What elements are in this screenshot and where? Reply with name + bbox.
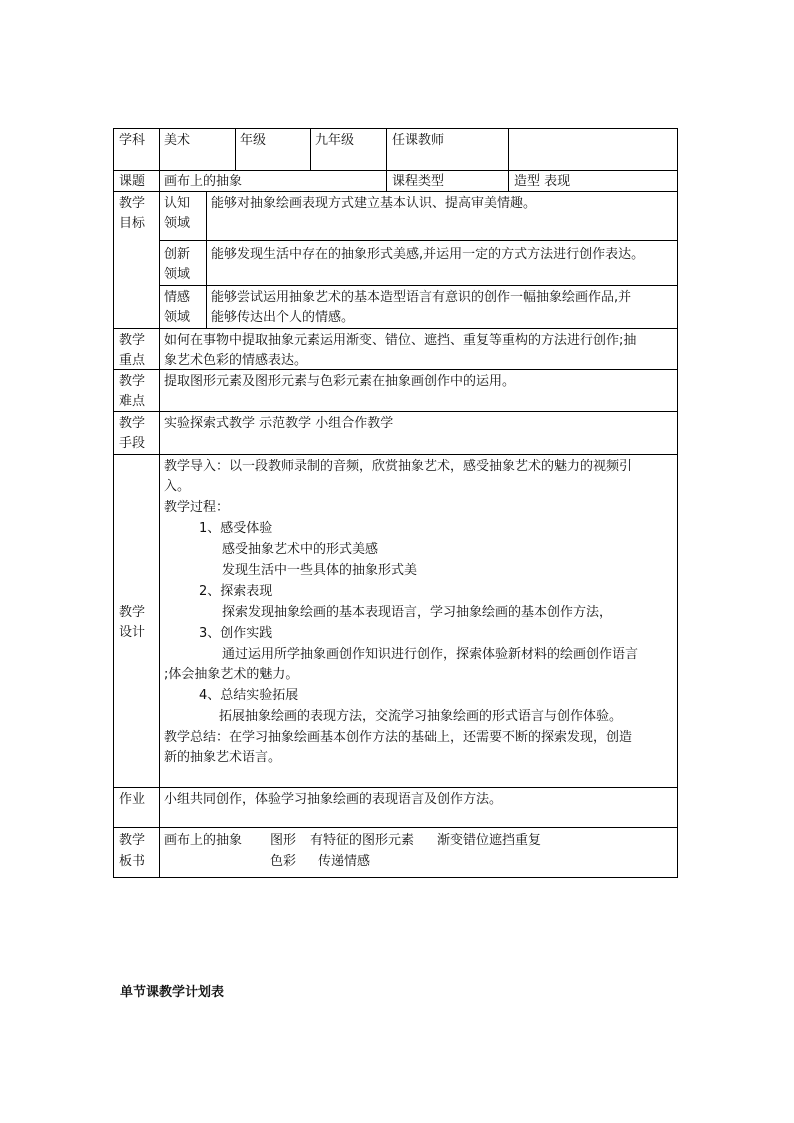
table-border bbox=[159, 240, 678, 241]
design-label: 设计 bbox=[119, 625, 146, 640]
key-points-label: 教学 bbox=[119, 333, 146, 348]
key-points-text: 象艺术色彩的情感表达。 bbox=[164, 353, 308, 368]
table-border bbox=[386, 128, 387, 192]
difficulties-label: 教学 bbox=[119, 374, 146, 389]
objectives-label: 教学 bbox=[119, 196, 146, 211]
design-step: 2、探索表现 bbox=[199, 584, 273, 599]
subject-value: 美术 bbox=[164, 133, 191, 148]
table-border bbox=[235, 128, 236, 171]
design-process-title: 教学过程： bbox=[164, 500, 230, 515]
board-label: 板书 bbox=[119, 854, 146, 869]
cognitive-domain-text: 能够对抽象绘画表现方式建立基本认识、提高审美情趣。 bbox=[211, 196, 537, 211]
design-step-detail: 拓展抽象绘画的表现方法，交流学习抽象绘画的形式语言与创作体验。 bbox=[219, 709, 623, 724]
table-border bbox=[113, 787, 678, 788]
table-border bbox=[310, 128, 311, 171]
emotion-domain-label: 情感 bbox=[164, 290, 191, 305]
key-points-label: 重点 bbox=[119, 353, 146, 368]
emotion-domain-label: 领域 bbox=[164, 310, 191, 325]
innovation-domain-label: 创新 bbox=[164, 247, 191, 262]
homework-text: 小组共同创作，体验学习抽象绘画的表现语言及创作方法。 bbox=[164, 792, 503, 807]
innovation-domain-text: 能够发现生活中存在的抽象形式美感,并运用一定的方式方法进行创作表达。 bbox=[211, 247, 645, 262]
table-border bbox=[113, 128, 678, 129]
methods-text: 实验探索式教学 示范教学 小组合作教学 bbox=[164, 416, 394, 431]
cognitive-domain-label: 认知 bbox=[164, 196, 191, 211]
section-heading: 单节课教学计划表 bbox=[120, 985, 225, 1000]
design-step-detail: 发现生活中一些具体的抽象形式美 bbox=[222, 563, 418, 578]
table-border bbox=[508, 128, 509, 192]
objectives-label: 目标 bbox=[119, 216, 146, 231]
subject-label: 学科 bbox=[119, 133, 146, 148]
design-intro: 入。 bbox=[164, 479, 191, 494]
grade-label: 年级 bbox=[240, 133, 267, 148]
emotion-domain-text: 能够尝试运用抽象艺术的基本造型语言有意识的创作一幅抽象绘画作品,并 bbox=[211, 290, 632, 305]
homework-label: 作业 bbox=[119, 792, 146, 807]
design-step-detail: ;体会抽象艺术的魅力。 bbox=[164, 667, 299, 682]
board-label: 教学 bbox=[119, 833, 146, 848]
innovation-domain-label: 领域 bbox=[164, 267, 191, 282]
cognitive-domain-label: 领域 bbox=[164, 216, 191, 231]
course-type-label: 课程类型 bbox=[392, 174, 445, 189]
table-border bbox=[113, 877, 678, 878]
table-border bbox=[206, 191, 207, 329]
table-border bbox=[159, 285, 678, 286]
grade-value: 九年级 bbox=[315, 133, 355, 148]
board-title: 画布上的抽象 bbox=[164, 833, 243, 848]
design-summary: 教学总结：在学习抽象绘画基本创作方法的基础上，还需要不断的探索发现，创造 bbox=[164, 730, 633, 745]
design-step: 4、总结实验拓展 bbox=[199, 688, 299, 703]
design-step-detail: 探索发现抽象绘画的基本表现语言，学习抽象绘画的基本创作方法， bbox=[222, 605, 613, 620]
table-border bbox=[159, 128, 160, 878]
board-color-desc: 传递情感 bbox=[318, 854, 371, 869]
table-border bbox=[113, 454, 678, 455]
design-step: 3、创作实践 bbox=[199, 626, 273, 641]
design-step-detail: 感受抽象艺术中的形式美感 bbox=[222, 542, 379, 557]
board-shape-desc: 有特征的图形元素 bbox=[310, 833, 415, 848]
difficulties-label: 难点 bbox=[119, 394, 146, 409]
course-type-value: 造型 表现 bbox=[514, 174, 571, 189]
emotion-domain-text: 能够传达出个人的情感。 bbox=[211, 310, 355, 325]
table-border bbox=[677, 128, 678, 878]
table-border bbox=[113, 411, 678, 412]
design-step-detail: 通过运用所学抽象画创作知识进行创作，探索体验新材料的绘画创作语言 bbox=[222, 647, 639, 662]
design-summary: 新的抽象艺术语言。 bbox=[164, 750, 282, 765]
topic-value: 画布上的抽象 bbox=[164, 174, 243, 189]
difficulties-text: 提取图形元素及图形元素与色彩元素在抽象画创作中的运用。 bbox=[164, 374, 516, 389]
table-border bbox=[113, 827, 678, 828]
key-points-text: 如何在事物中提取抽象元素运用渐变、错位、遮挡、重复等重构的方法进行创作;抽 bbox=[164, 333, 637, 348]
table-border bbox=[113, 128, 114, 878]
design-label: 教学 bbox=[119, 605, 146, 620]
design-intro: 教学导入：以一段教师录制的音频，欣赏抽象艺术，感受抽象艺术的魅力的视频引 bbox=[164, 459, 633, 474]
board-color: 色彩 bbox=[270, 854, 297, 869]
table-border bbox=[113, 170, 678, 171]
topic-label: 课题 bbox=[119, 174, 146, 189]
methods-label: 教学 bbox=[119, 416, 146, 431]
table-border bbox=[113, 328, 678, 329]
board-shape-methods: 渐变错位遮挡重复 bbox=[437, 833, 542, 848]
design-step: 1、感受体验 bbox=[199, 521, 273, 536]
methods-label: 手段 bbox=[119, 436, 146, 451]
teacher-label: 任课教师 bbox=[392, 133, 445, 148]
board-shape: 图形 bbox=[270, 833, 297, 848]
